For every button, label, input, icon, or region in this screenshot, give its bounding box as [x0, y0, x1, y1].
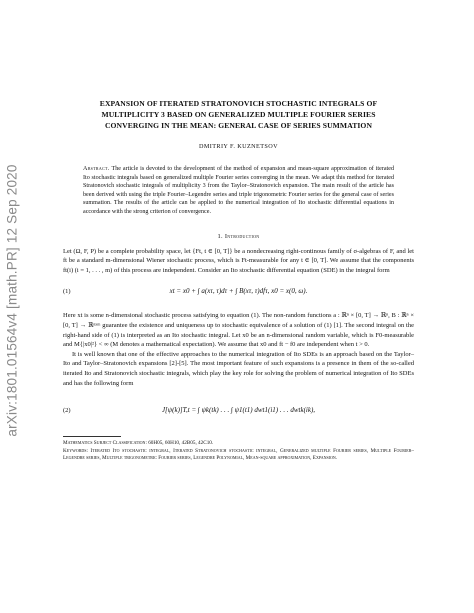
- msc-label: Mathematics Subject Classification:: [63, 440, 147, 447]
- equation-2: [63, 392, 414, 430]
- paper-title: [63, 98, 414, 131]
- intro-paragraph-3: It is well known that one of the effective approaches to the numerical integration of Ito SDEs is an approach based on the Taylor–Ito and Taylor–Stratonovich expansions [2]-[5]. The most important feature of such expansions is a presence in them of the so-called iterated Ito and Stratonovich stochastic integrals, which play the key role for solving the problem of numerical integration of Ito SDEs and has the following form: [63, 350, 414, 387]
- msc-footnote: [63, 440, 414, 447]
- abstract-label: Abstract.: [83, 166, 110, 172]
- title-line-1: EXPANSION OF ITERATED STRATONOVICH STOCHASTIC INTEGRALS OF: [99, 99, 378, 108]
- title-line-2: MULTIPLICITY 3 BASED ON GENERALIZED MULTIPLE FOURIER SERIES: [101, 110, 376, 119]
- keywords-footnote: [63, 448, 414, 463]
- intro-paragraph-1: Let (Ω, F, P) be a complete probability space, let {Ft, t ∈ [0, T]} be a nondecreasing right-continous family of σ-algebras of F, and let ft be a standard m-dimensional Wiener stochastic process, which is Ft-measurable for any t ∈ [0, T]. We assume that the components ft(i) (i = 1, . . . , m) of this process are independent. Consider an Ito stochastic differential equation (SDE) in the integral form: [63, 247, 414, 274]
- section-heading: 1. Introduction: [217, 232, 260, 240]
- keywords-list: Iterated Ito stochastic integral, Iterated Stratonovich stochastic integral, Generalized multiple Fourier series, Multiple Fourier–Legendre series, Multiple trigonometric Fourier series, Legendre Polynomial, Mean-square approximation, Expansion.: [63, 447, 415, 461]
- equation-1: [63, 279, 414, 307]
- footnote-rule: [63, 436, 121, 437]
- arxiv-sidebar: [2, 135, 22, 465]
- equation-2-number: (2): [63, 407, 71, 415]
- title-line-3: CONVERGING IN THE MEAN: GENERAL CASE OF SERIES SUMMATION: [104, 121, 373, 130]
- author-name: DMITRIY F. KUZNETSOV: [199, 143, 278, 150]
- arxiv-identifier: arXiv:1801.01564v4 [math.PR] 12 Sep 2020: [4, 163, 20, 437]
- intro-paragraph-2: Here xt is some n-dimensional stochastic process satisfying to equation (1). The non-random functions a : ℝⁿ × [0, T] → ℝⁿ, B : ℝⁿ × [0, T] → ℝⁿˣᵐ guarantee the existence and uniqueness up to stochastic equivalence of a solution of (1) [1]. The second integral on the right-hand side of (1) is interpreted as an Ito stochastic integral. Let x0 be an n-dimensional random variable, which is F0-measurable and M{|x0|²} < ∞ (M denotes a mathematical expectation). We assume that x0 and ft − f0 are independent when t > 0.: [63, 312, 414, 349]
- equation-1-body: xt = x0 + ∫ a(xτ, τ)dτ + ∫ B(xτ, τ)dfτ, x0 = x(0, ω).: [169, 287, 308, 296]
- equation-1-number: (1): [63, 288, 71, 296]
- keywords-label: Keywords:: [63, 447, 88, 454]
- abstract: [83, 165, 394, 217]
- paper-page: [63, 98, 414, 462]
- abstract-text: The article is devoted to the development of the method of expansion and mean-square approximation of iterated Ito stochastic integrals based on generalized multiple Fourier series converging in the mean. We adapt this method for iterated Stratonovich stochastic integrals of multiplicity 3 from the Taylor–Stratonovich expansion. The main result of the article has been derived with using the triple Fourier–Legendre series and triple trigonometric Fourier series for the general case of series summation. The results of the article can be applied to the numerical integration of Ito stochastic differential equations in accordance with the strong criterion of convergence.: [83, 166, 394, 215]
- equation-2-body: J[ψ(k)]T,t = ∫ ψk(tk) . . . ∫ ψ1(t1) dwt1(i1) . . . dwtk(ik),: [161, 406, 316, 415]
- msc-codes: 60H05, 60H10, 42B05, 42C10.: [148, 440, 214, 447]
